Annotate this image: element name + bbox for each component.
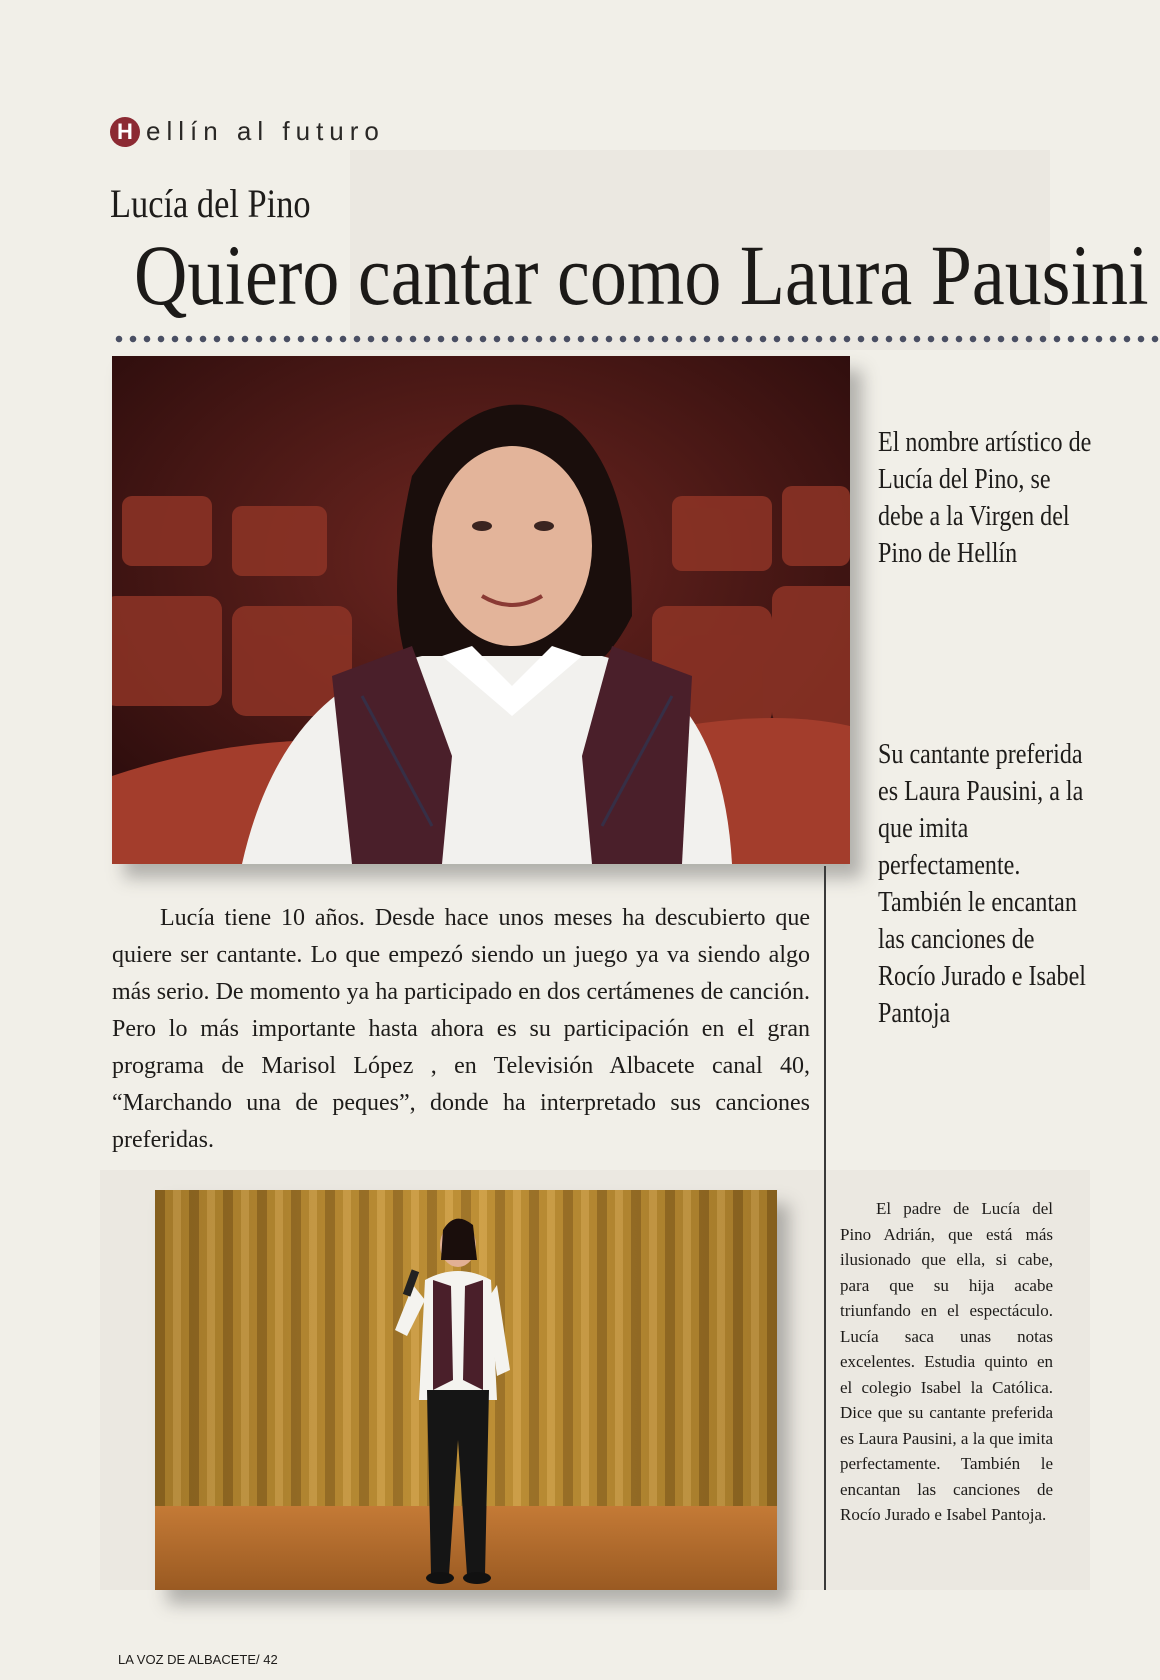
section-tag-text: ellín al futuro [146, 116, 385, 146]
section-tag [110, 116, 385, 147]
portrait-photo [112, 356, 850, 864]
section-badge: H [110, 117, 140, 147]
article-body: Lucía tiene 10 años. Desde hace unos meses ha descubierto que quiere ser cantante. Lo que empezó siendo un juego ya va siendo algo más serio. De momento ya ha participado en dos certámenes de canción. Pero lo más importante hasta ahora es su participación en el gran programa de Marisol López , en Televisión Albacete canal 40, “Marchando una de peques”, donde ha interpretado sus canciones preferidas. [112, 905, 810, 1153]
page-footer: LA VOZ DE ALBACETE/ 42 [118, 1652, 278, 1667]
article-kicker: Lucía del Pino [110, 181, 311, 226]
article-headline: Quiero cantar como Laura Pausini [134, 227, 1149, 323]
pull-quote: Su cantante preferida es Laura Pausini, a la que imita perfectamente. También le encantan las canciones de Rocío Jurado e Isabel Pantoja [878, 739, 1086, 1029]
stage-photo [155, 1190, 777, 1590]
column-divider [824, 866, 826, 1590]
dotted-divider [112, 334, 1160, 344]
pull-quote: El nombre artístico de Lucía del Pino, se debe a la Virgen del Pino de Hellín [878, 427, 1092, 569]
photo-caption: El padre de Lucía del Pino Adrián, que está más ilusionado que ella, si cabe, para que su hija acabe triunfando en el espectáculo. Lucía saca unas notas excelentes. Estudia quinto en el colegio Isabel la Católica. Dice que su cantante preferida es Laura Pausini, a la que imita perfectamente. También le encantan las canciones de Rocío Jurado e Isabel Pantoja. [840, 1199, 1053, 1524]
